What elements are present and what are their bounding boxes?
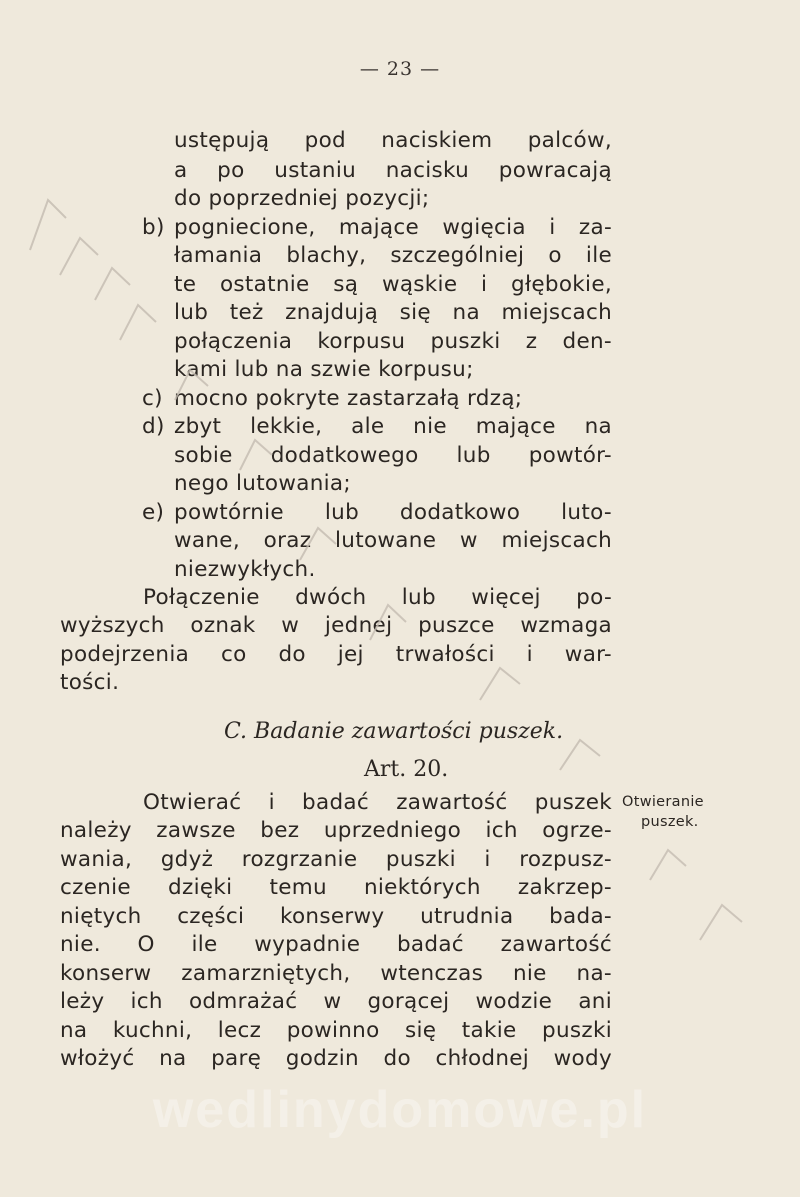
- section-heading: C. Badanie zawartości puszek.: [224, 719, 564, 744]
- text-line: Połączenie dwóch lub więcej po-: [143, 585, 612, 610]
- text-line: ustępują pod naciskiem palców,: [174, 128, 612, 153]
- text-line: sobie dodatkowego lub powtór-: [174, 443, 612, 468]
- article-number: Art. 20.: [364, 757, 449, 782]
- text-line: należy zawsze bez uprzedniego ich ogrze-: [60, 818, 612, 843]
- text-line: mocno pokryte zastarzałą rdzą;: [174, 386, 523, 411]
- text-line: do poprzedniej pozycji;: [174, 186, 430, 211]
- text-line: wyższych oznak w jednej puszce wzmaga: [60, 613, 612, 638]
- text-line: czenie dzięki temu niektórych zakrzep-: [60, 875, 612, 900]
- text-line: konserw zamarzniętych, wtenczas nie na-: [60, 961, 612, 986]
- text-line: zbyt lekkie, ale nie mające na: [174, 414, 612, 439]
- text-line: połączenia korpusu puszki z den-: [174, 329, 612, 354]
- watermark: wedlinydomowe.pl: [152, 1081, 648, 1139]
- text-line: tości.: [60, 670, 120, 695]
- text-line: powtórnie lub dodatkowo luto-: [174, 500, 612, 525]
- page-number: — 23 —: [359, 58, 441, 80]
- text-line: leży ich odmrażać w gorącej wodzie ani: [60, 989, 612, 1014]
- text-line: niezwykłych.: [174, 557, 316, 582]
- text-line: kami lub na szwie korpusu;: [174, 357, 474, 382]
- text-line: na kuchni, lecz powinno się takie puszki: [60, 1018, 612, 1043]
- margin-note-line: puszek.: [641, 814, 699, 830]
- list-item-label: e): [142, 500, 165, 525]
- text-line: lub też znajdują się na miejscach: [174, 300, 612, 325]
- list-item-label: c): [142, 386, 163, 411]
- text-line: a po ustaniu nacisku powracają: [174, 158, 612, 183]
- text-line: Otwierać i badać zawartość puszek: [143, 790, 612, 815]
- text-line: pogniecione, mające wgięcia i za-: [174, 215, 612, 240]
- text-line: łamania blachy, szczególniej o ile: [174, 243, 612, 268]
- text-line: włożyć na parę godzin do chłodnej wody: [60, 1046, 612, 1071]
- text-line: wane, oraz lutowane w miejscach: [174, 528, 612, 553]
- text-line: podejrzenia co do jej trwałości i war-: [60, 642, 612, 667]
- list-item-label: b): [142, 215, 165, 240]
- text-line: nie. O ile wypadnie badać zawartość: [60, 932, 612, 957]
- text-line: niętych części konserwy utrudnia bada-: [60, 904, 612, 929]
- text-line: nego lutowania;: [174, 471, 351, 496]
- margin-note-line: Otwieranie: [622, 794, 704, 810]
- text-line: te ostatnie są wąskie i głębokie,: [174, 272, 612, 297]
- text-line: wania, gdyż rozgrzanie puszki i rozpusz-: [60, 847, 612, 872]
- list-item-label: d): [142, 414, 165, 439]
